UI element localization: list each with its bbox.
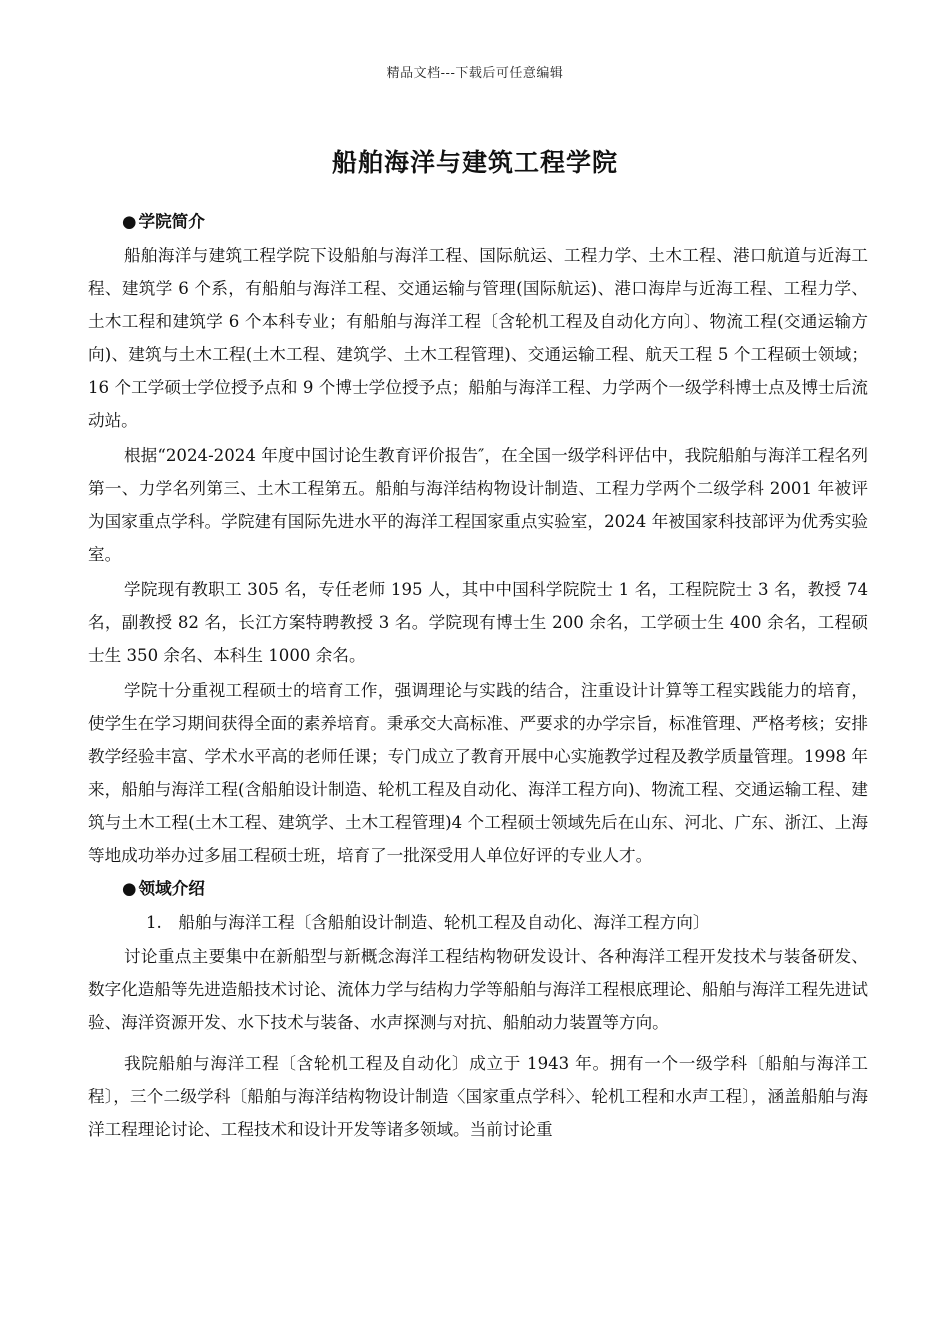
- fields-paragraph-1: 讨论重点主要集中在新船型与新概念海洋工程结构物研发设计、各种海洋工程开发技术与装备研发、数字化造船等先进造船技术讨论、流体力学与结构力学等船舶与海洋工程根底理论、船舶与海洋工程先进试验、海洋资源开发、水下技术与装备、水声探测与对抗、船舶动力装置等方向。: [88, 947, 868, 1032]
- header-note: 精品文档---下载后可任意编辑: [386, 66, 564, 81]
- bullet-icon: ●: [122, 212, 137, 231]
- intro-paragraph-1: 船舶海洋与建筑工程学院下设船舶与海洋工程、国际航运、工程力学、土木工程、港口航道与近海工程、建筑学 6 个系，有船舶与海洋工程、交通运输与管理(国际航运)、港口海岸与近海工程、工程力学、土木工程和建筑学 6 个本科专业；有船舶与海洋工程〔含轮机工程及自动化方向〕、物流工程(交通运输方向)、建筑与土木工程(土木工程、建筑学、土木工程管理)、交通运输工程、航天工程 5 个工程硕士领域；16 个工学硕士学位授予点和 9 个博士学位授予点；船舶与海洋工程、力学两个一级学科博士点及博士后流动站。: [88, 246, 868, 430]
- fields-paragraph-2: 我院船舶与海洋工程〔含轮机工程及自动化〕成立于 1943 年。拥有一个一级学科〔船舶与海洋工程〕，三个二级学科〔船舶与海洋结构物设计制造〈国家重点学科〉、轮机工程和水声工程〕，涵盖船舶与海洋工程理论讨论、工程技术和设计开发等诸多领域。当前讨论重: [88, 1054, 868, 1139]
- section-heading-label: 学院简介: [138, 212, 205, 231]
- bullet-icon: ●: [122, 879, 137, 898]
- document-body: [88, 205, 868, 1146]
- page-title: 船舶海洋与建筑工程学院: [331, 148, 618, 177]
- section-heading-label: 领域介绍: [138, 879, 205, 898]
- section-heading-fields: [88, 872, 868, 906]
- intro-paragraph-3: 学院现有教职工 305 名，专任老师 195 人，其中中国科学院院士 1 名，工程院院士 3 名，教授 74 名，副教授 82 名，长江方案特聘教授 3 名。学院现有博士生 200 余名，工学硕士生 400 余名，工程硕士生 350 余名、本科生 1000 余名。: [88, 580, 868, 665]
- section-heading-intro: [88, 205, 868, 239]
- intro-paragraph-4: 学院十分重视工程硕士的培育工作，强调理论与实践的结合，注重设计计算等工程实践能力的培育，使学生在学习期间获得全面的素养培育。秉承交大高标准、严要求的办学宗旨，标准管理、严格考核；安排教学经验丰富、学术水平高的老师任课；专门成立了教育开展中心实施教学过程及教学质量管理。1998 年来，船舶与海洋工程(含船舶设计制造、轮机工程及自动化、海洋工程方向)、物流工程、交通运输工程、建筑与土木工程(土木工程、建筑学、土木工程管理)4 个工程硕士领域先后在山东、河北、广东、浙江、上海等地成功举办过多届工程硕士班，培育了一批深受用人单位好评的专业人才。: [88, 681, 868, 865]
- field-subitem-1: 1. 船舶与海洋工程〔含船舶设计制造、轮机工程及自动化、海洋工程方向〕: [146, 913, 710, 932]
- intro-paragraph-2: 根据“2024-2024 年度中国讨论生教育评价报告″，在全国一级学科评估中，我院船舶与海洋工程名列第一、力学名列第三、土木工程第五。船舶与海洋结构物设计制造、工程力学两个二级学科 2001 年被评为国家重点学科。学院建有国际先进水平的海洋工程国家重点实验室，2024 年被国家科技部评为优秀实验室。: [88, 446, 868, 564]
